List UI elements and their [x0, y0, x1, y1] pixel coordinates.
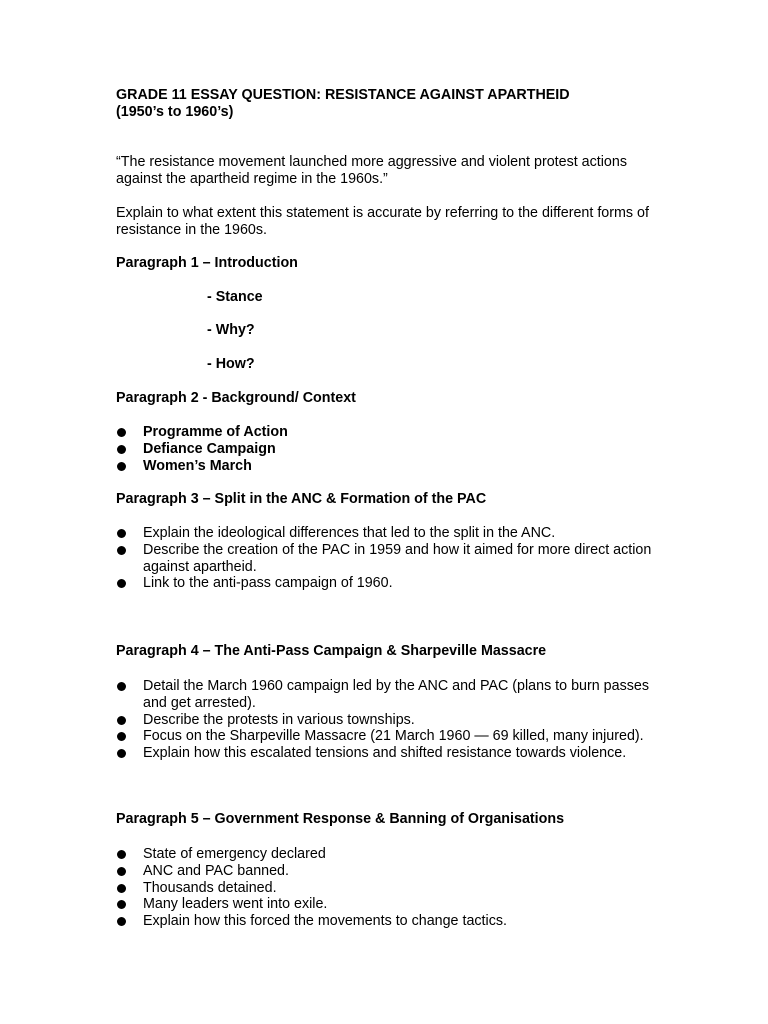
paragraph-1-item: - Stance: [207, 289, 263, 305]
paragraph-3-heading: Paragraph 3 – Split in the ANC & Formation of the PAC: [116, 491, 487, 507]
paragraph-4-list: [116, 678, 658, 762]
list-item: ANC and PAC banned.: [116, 863, 658, 880]
paragraph-1-item: - How?: [207, 356, 255, 372]
list-item: Many leaders went into exile.: [116, 896, 658, 913]
paragraph-4-heading: Paragraph 4 – The Anti-Pass Campaign & Sharpeville Massacre: [116, 643, 547, 659]
list-item: Explain how this escalated tensions and shifted resistance towards violence.: [116, 745, 658, 762]
paragraph-5-heading: Paragraph 5 – Government Response & Banning of Organisations: [116, 811, 565, 827]
document-title: [116, 87, 658, 121]
paragraph-5-list: [116, 846, 658, 930]
list-item: Focus on the Sharpeville Massacre (21 March 1960 — 69 killed, many injured).: [116, 728, 658, 745]
list-item: Thousands detained.: [116, 880, 658, 897]
list-item: Explain how this forced the movements to change tactics.: [116, 913, 658, 930]
list-item: Describe the protests in various townships.: [116, 712, 658, 729]
list-item: Detail the March 1960 campaign led by the ANC and PAC (plans to burn passes and get arrested).: [116, 678, 658, 712]
title-line-1: GRADE 11 ESSAY QUESTION: RESISTANCE AGAINST APARTHEID: [116, 87, 570, 103]
list-item: Describe the creation of the PAC in 1959 and how it aimed for more direct action against apartheid.: [116, 542, 658, 576]
paragraph-3-list: [116, 525, 658, 592]
list-item: Women’s March: [116, 458, 658, 475]
list-item: Explain the ideological differences that led to the split in the ANC.: [116, 525, 658, 542]
list-item: Programme of Action: [116, 424, 658, 441]
essay-instruction: Explain to what extent this statement is accurate by referring to the different forms of resistance in the 1960s.: [116, 205, 649, 238]
essay-statement-quote: “The resistance movement launched more aggressive and violent protest actions against the apartheid regime in the 1960s.”: [116, 154, 627, 187]
paragraph-1-item: - Why?: [207, 322, 255, 338]
title-line-2: (1950’s to 1960’s): [116, 103, 234, 120]
list-item: Defiance Campaign: [116, 441, 658, 458]
paragraph-2-list: [116, 424, 658, 474]
list-item: Link to the anti-pass campaign of 1960.: [116, 575, 658, 592]
paragraph-1-heading: Paragraph 1 – Introduction: [116, 255, 298, 271]
list-item: State of emergency declared: [116, 846, 658, 863]
paragraph-2-heading: Paragraph 2 - Background/ Context: [116, 390, 356, 406]
